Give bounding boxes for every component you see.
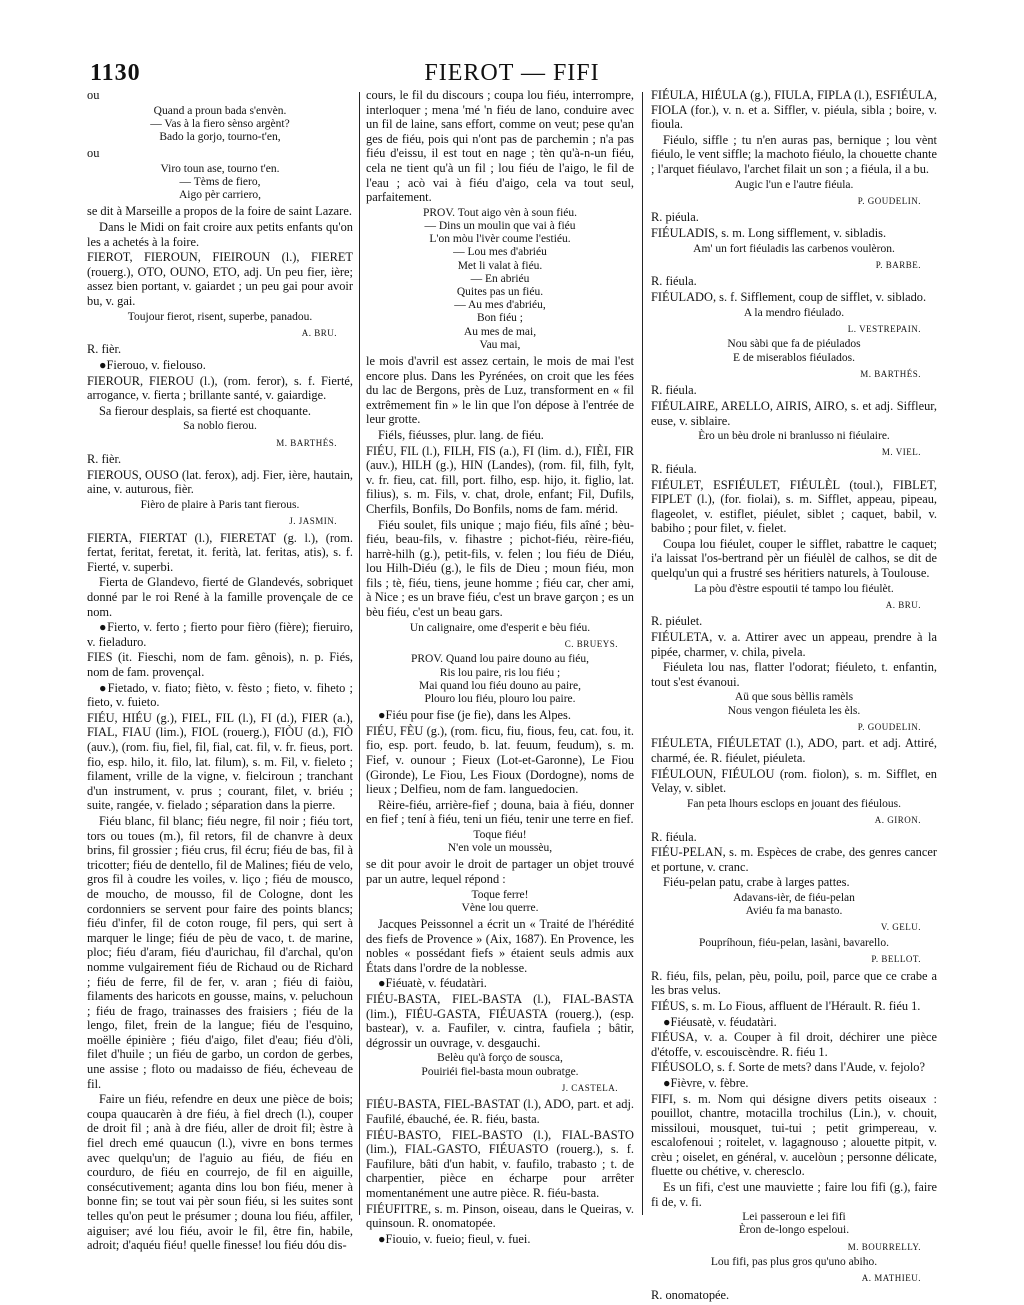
- verse-quotation: Fan peta lhours esclops en jouant des fiéulous.: [687, 797, 901, 810]
- page-title: FIEROT — FIFI: [424, 60, 600, 86]
- entry-paragraph: FIÉULAIRE, ARELLO, AIRIS, AIRO, s. et adj. Siffleur, euse, v. siblaire.: [651, 398, 937, 428]
- entry-paragraph: Rèire-fiéu, arrière-fief ; douna, baia à fiéu, donner en fief ; tení à fiéu, teni un fiéu, tenir une terre en fief.: [366, 797, 634, 827]
- entry-paragraph: FIEROUS, OUSO (lat. ferox), adj. Fier, ière, hautain, aine, v. auturous, fièr.: [87, 467, 353, 497]
- author-attribution: C. BRUEYS.: [564, 638, 618, 649]
- verse-quotation: Toujour fierot, risent, superbe, panadou.: [127, 310, 313, 323]
- entry-paragraph: Jacques Peissonnel a écrit un « Traité de l'hérédité des fiefs de Provence » (Aix, 1687). En Provence, les nobles « possédant fiefs » étaient seuls admis aux États dans l'ordre de la noblesse.: [366, 917, 634, 975]
- verse-quotation: Quand a proun bada s'envèn. — Vas à la fiero sènso argènt? Bado la gorjo, tourno-t'en,: [150, 104, 290, 143]
- entry-paragraph: FIÉULADIS, s. m. Long sifflement, v. sibladis.: [651, 225, 887, 240]
- entry-paragraph: FIÉU, FIL (l.), FILH, FIS (a.), FI (lim. d.), FIÈI, FIR (auv.), HILH (g.), HIN (Landes), (rom. fil, filh, fylt, v. fr. fieu, cat. fill, port. filho, esp. hijo, it. figlio, lat. filius), s. m. Fils, v. chat, drole, enfant; Fil, Dufils, Cherfils, Bonfils, Do Bonfils, noms de fam. mérid.: [366, 443, 634, 516]
- entry-paragraph: cours, le fil du discours ; coupa lou fiéu, interrompre, interloquer ; mena 'mé 'n fiéu de lano, conduire avec un fil de laine, sans effort, comme on veut; pese qu'an ges de fiéu, pois qui n'ont pas de parchemin ; n'a pas fiéu d'eissu, il est tout en nage ; tèn qu'à-n-un fiéu, cela ne tient qu'à un fil ; lou fiéu de l'aigo, le fil de l'eau ; acò vai à fiéu d'aigo, cela va tout seul, parfaitement.: [366, 88, 634, 205]
- entry-paragraph: se dit pour avoir le droit de partager un objet trouvé par un autre, lequel répond :: [366, 857, 634, 887]
- text-column-left: [87, 88, 353, 1253]
- text-column-right: [651, 88, 937, 1303]
- verse-quotation: PROV. Tout aigo vèn à soun fiéu. — Dins un moulin que vai à fiéu L'on mòu l'ivèr coume l'estiéu. — Lou mes d'abriéu Met li valat à fiéu. — En abriéu Quites pas un fiéu. — Au mes d'abriéu, Bon fiéu ; Au mes de mai, Vau mai,: [422, 206, 577, 351]
- verse-quotation: Toque fiéu! N'en vole un moussèu,: [447, 829, 553, 855]
- entry-paragraph: ●Fièvre, v. fèbre.: [663, 1075, 749, 1090]
- entry-paragraph: Es un fifi, c'est une mauviette ; faire lou fifi (g.), faire fi de, v. fi.: [651, 1180, 937, 1209]
- entry-paragraph: ●Fiéusatè, v. féudatàri.: [663, 1014, 777, 1029]
- author-attribution: M. BARTHÉS.: [860, 368, 921, 379]
- running-header: [0, 60, 1024, 90]
- entry-paragraph: Fiéls, fiéusses, plur. lang. de fiéu.: [378, 427, 544, 442]
- author-attribution: M. BARTHÉS.: [276, 437, 337, 448]
- verse-quotation: Èro un bèu drole ni branlusso ni fiéulaire.: [698, 430, 890, 443]
- entry-paragraph: Fiéu soulet, fils unique ; majo fiéu, fils aîné ; bèu-fiéu, beau-fils, v. fihastre ; pichot-fiéu, rèire-fiéu, harrè-hilh (g.), petit-fils, v. felen ; lou fiéu de Diéu, lou Hilh-Diéu (g.), le fils de Dieu ; moun fiéu, mon fils ; tè, fiéu, tiens, jeune homme ; fiéu car, cher ami, à Nice ; es un brave fiéu, c'est un brave garçon ; es un bèu fiéu, c'est un beau gars.: [366, 517, 634, 620]
- verse-quotation: Lei passeroun e lei fifi Èron de-longo espeloui.: [738, 1211, 850, 1237]
- verse-quotation: Adavans-ièr, de fiéu-pelan Aviéu fa ma banasto.: [733, 891, 855, 918]
- entry-paragraph: FIÉU-BASTA, FIEL-BASTA (l.), FIAL-BASTA (lim.), FIÉU-GASTA, FIÉUASTA (rouerg.), (esp. bastear), v. a. Faufiler, v. cintra, faufiela ; bâtir, dégrossir un ouvrage, v. desgauchi.: [366, 992, 634, 1050]
- verse-quotation: Belèu qu'à forço de sousca, Pouiriéi fiel-basta moun oubratge.: [421, 1052, 579, 1078]
- author-attribution: L. VESTREPAIN.: [847, 323, 921, 334]
- entry-paragraph: Sa fierour desplais, sa fierté est choquante.: [99, 403, 311, 418]
- entry-paragraph: ●Fierouo, v. fielouso.: [99, 357, 206, 372]
- verse-quotation: Sa noblo fierou.: [183, 420, 257, 433]
- entry-paragraph: FIEROT, FIEROUN, FIEIROUN (l.), FIERET (rouerg.), OTO, OUNO, ETO, adj. Un peu fier, ière; assez bien portant, v. gaiardet ; un peu gai pour avoir bu, v. gai.: [87, 250, 353, 308]
- verse-quotation: Am' un fort fiéuladis las carbenos voulèron.: [693, 242, 895, 255]
- entry-paragraph: ●Fiéu pour fise (je fie), dans les Alpes.: [378, 708, 571, 723]
- author-attribution: J. CASTELA.: [561, 1082, 618, 1093]
- entry-paragraph: FIÉULADO, s. f. Sifflement, coup de sifflet, v. siblado.: [651, 289, 927, 304]
- author-attribution: P. BELLOT.: [871, 954, 921, 965]
- entry-paragraph: ●Fierto, v. ferto ; fierto pour fièro (fière); fieruiro, v. fieladuro.: [87, 620, 353, 649]
- entry-paragraph: FIÉUS, s. m. Lo Fious, affluent de l'Hérault. R. fiéu 1.: [651, 998, 921, 1013]
- entry-paragraph: Fiéu-pelan patu, crabe à larges pattes.: [663, 875, 850, 890]
- author-attribution: M. VIEL.: [881, 447, 921, 458]
- entry-paragraph: FIÉUFITRE, s. m. Pinson, oiseau, dans le Queiras, v. quinsoun. R. onomatopée.: [366, 1201, 634, 1231]
- entry-paragraph: R. piéula.: [651, 210, 699, 225]
- entry-paragraph: R. fiéula.: [651, 461, 697, 476]
- entry-paragraph: FIÉULA, HIÉULA (g.), FIULA, FIPLA (l.), ESFIÉULA, FIOLA (for.), v. n. et a. Siffler, v. piéula, sibla ; boire, v. fioula.: [651, 88, 937, 132]
- column-divider: [359, 92, 360, 1215]
- entry-paragraph: FIÉU, FÈU (g.), (rom. ficu, fiu, fious, feu, cat. fou, it. fio, esp. port. feudo, b. lat. feuum, feudum), s. m. Fief, v. ounour ; Fieux (Lot-et-Garonne), Le Fiou (Gironde), Le Fiou, Les Fioux (Dordogne), noms de lieux ; Delfieu, nom de fam. languedocien.: [366, 723, 634, 797]
- author-attribution: A. BRU.: [885, 599, 921, 610]
- entry-paragraph: R. fiéula.: [651, 274, 697, 289]
- entry-paragraph: R. fièr.: [87, 342, 122, 357]
- verse-quotation: Fièro de plaire à Paris tant fierous.: [140, 498, 300, 511]
- column-divider: [642, 92, 643, 1215]
- entry-paragraph: FIFI, s. m. Nom qui désigne divers petits oiseaux : pouillot, chantre, motacilla trochilus (Lin.), v. chouit, missiloui, mousquet, tui-tui ; petit grimpereau, v. escalofenoui ; roitelet, v. lagagnouso ; alouette pitpit, v. crèu ; oiselet, en général, v. aucelòun ; personne délicate, fluette ou chétive, v. cheresclo.: [651, 1091, 937, 1179]
- entry-paragraph: FIÉUSA, v. a. Couper à fil droit, déchirer une pièce d'étoffe, v. escouiscèndre. R. fiéu 1.: [651, 1030, 937, 1059]
- verse-quotation: La pòu d'èstre espoutii té tampo lou fiéulèt.: [694, 582, 894, 595]
- page-number: 1130: [90, 60, 141, 86]
- entry-paragraph: Fierta de Glandevo, fierté de Glandevés, sobriquet donné par le roi René à la famille provençale de ce nom.: [87, 575, 353, 619]
- entry-paragraph: Coupa lou fiéulet, couper le sifflet, rabattre le caquet; i'a laissat l'os-bertrand pèr un fiéulèl de calhos, se dit de quelqu'un qui a frustré ses héritiers naturels, à Toulouse.: [651, 536, 937, 581]
- author-attribution: A. BRU.: [301, 327, 337, 338]
- entry-paragraph: FIES (it. Fieschi, nom de fam. gênois), n. p. Fiés, nom de fam. provençal.: [87, 650, 353, 680]
- entry-paragraph: ou: [87, 146, 100, 161]
- author-attribution: M. BOURRELLY.: [847, 1241, 921, 1252]
- entry-paragraph: FIERTA, FIERTAT (l.), FIERETAT (g. l.), (rom. fertat, feritat, feretat, it. ferità, lat. feritas, atis), s. f. Fierté, v. superbi.: [87, 530, 353, 574]
- entry-paragraph: ●Fiéuatè, v. féudatàri.: [378, 976, 487, 991]
- verse-quotation: Augic l'un e l'autre fiéula.: [734, 178, 854, 191]
- author-attribution: P. GOUDELIN.: [857, 195, 921, 206]
- entry-paragraph: FIÉU, HIÉU (g.), FIEL, FIL (l.), FI (d.), FIER (a.), FIAL, FIAU (lim.), FIOL (rouerg.), FIÒU (d.), FIÒ (auv.), (rom. fiu, fiel, fil, fial, cat. fil, v. fr. fieus, port. fio, esp. hilo, it. filo, lat. filum), s. m. Fil, v. fieleto ; filament, vrille de la vigne, v. fielciroun ; tranchant d'un instrument, v. prus ; courant, filet, v. briéu ; suite, rangée, v. fielado ; séparation dans la pierre.: [87, 710, 353, 813]
- entry-paragraph: Fiéulo, siffle ; tu n'en auras pas, bernique ; lou vènt fiéulo, le vent siffle; la machoto fiéulo, la chouette chante ; l'arquet fiéulavo, l'archet filait un son ; a fiéula, il a bu.: [651, 132, 937, 176]
- entry-paragraph: ●Fiouio, v. fueio; fieul, v. fuei.: [378, 1231, 531, 1246]
- verse-quotation: Aü que sous bèllis ramèls Nous vengon fiéuleta les èls.: [727, 691, 861, 717]
- entry-paragraph: ●Fietado, v. fiato; fièto, v. fèsto ; fieto, v. fiheto ; fieto, v. fuieto.: [87, 680, 353, 710]
- entry-paragraph: R. fiéula.: [651, 383, 697, 398]
- author-attribution: V. GELU.: [880, 922, 921, 933]
- verse-quotation: Un calignaire, ome d'esperit e bèu fiéu.: [409, 621, 591, 634]
- entry-paragraph: Fiéuleta lou nas, flatter l'odorat; fiéuleto, t. enfantin, tout s'est évanoui.: [651, 660, 937, 689]
- entry-paragraph: FIÉULETA, v. a. Attirer avec un appeau, prendre à la pipée, charmer, v. chila, pivela.: [651, 630, 937, 659]
- verse-quotation: Poupríhoun, fiéu-pelan, lasàni, bavarello.: [698, 936, 889, 949]
- entry-paragraph: FIÉULETA, FIÉULETAT (l.), ADO, part. et adj. Attiré, charmé, ée. R. fiéulet, piéuleta.: [651, 736, 937, 766]
- entry-paragraph: R. fiéula.: [651, 829, 697, 844]
- entry-paragraph: R. fièr.: [87, 452, 122, 467]
- verse-quotation: A la mendro fiéulado.: [743, 306, 845, 319]
- entry-paragraph: le mois d'avril est assez certain, le mois de mai l'est encore plus. Dans les Pyrénées, on croit que les fées du lac de Bergons, près de Luz, transforment en « fil extrêmement fin » le lin que l'on dépose à l'entrée de leur grotte.: [366, 353, 634, 427]
- author-attribution: J. JASMIN.: [289, 516, 337, 527]
- verse-quotation: PROV. Quand lou paire douno au fiéu, Ris lou paire, ris lou fiéu ; Mai quand lou fiéu douno au paire, Plouro lou fiéu, plouro lou paire.: [410, 653, 589, 706]
- entry-paragraph: FIÉUSOLO, s. f. Sorte de mets? dans l'Aude, v. fejolo?: [651, 1060, 925, 1075]
- entry-paragraph: Faire un fiéu, refendre en deux une pièce de bois; coupa quaucarèn à dre fiéu, à fiel drech (l.), couper de droit fil ; anà à dre fiéu, aller de droit fil; èstre à fiel drech emé quaucun (l.), vivre en bons termes avec quelqu'un; de l'aguio au fiéu, de fiéu en courduro, de fiéu en courrejo, de fil en aiguille, consécutivement; aganta dins lou bon fiéu, mener à bonne fin; se tout vai pèr soun fiéu, si les suites sont telles qu'on peut le présumer ; douna lou fiéu, affiler, aiguiser; avé lou fiéu, avoir le fil, être fin, habile, adroit; d'aquéu fiéu! quelle finesse! lou fiéu dóu dis-: [87, 1092, 353, 1253]
- author-attribution: A. GIRON.: [874, 815, 921, 825]
- entry-paragraph: R. piéulet.: [651, 614, 703, 629]
- entry-paragraph: Dans le Midi on fait croire aux petits enfants qu'on les a achetés à la foire.: [87, 220, 353, 249]
- author-attribution: P. BARBE.: [875, 259, 921, 270]
- verse-quotation: Viro toun ase, tourno t'en. — Tèms de fiero, Aigo pèr carriero,: [160, 162, 280, 202]
- author-attribution: A. MATHIEU.: [861, 1273, 921, 1284]
- verse-quotation: Toque ferre! Vène lou querre.: [461, 888, 539, 914]
- entry-paragraph: se dit à Marseille a propos de la foire de saint Lazare.: [87, 204, 352, 219]
- entry-paragraph: FIÉULOUN, FIÉULOU (rom. fiolon), s. m. Sifflet, en Velay, v. siblet.: [651, 766, 937, 796]
- entry-paragraph: R. fiéu, fils, pelan, pèu, poilu, poil, parce que ce crabe a les bras velus.: [651, 968, 937, 998]
- verse-quotation: Lou fifi, pas plus gros qu'uno abiho.: [710, 1256, 878, 1269]
- entry-paragraph: FIÉULET, ESFIÉULET, FIÉULÈL (toul.), FIBLET, FIPLET (l.), (for. fiolai), s. m. Sifflet, appeau, pipeau, flageolet, v. estiflet, piéulet, siblet ; caquet, babil, v. babiho ; pour filet, v. fielet.: [651, 477, 937, 536]
- entry-paragraph: FIÉU-PELAN, s. m. Espèces de crabe, des genres cancer et portune, v. cranc.: [651, 845, 937, 874]
- entry-paragraph: FIÉU-BASTO, FIEL-BASTO (l.), FIAL-BASTO (lim.), FIAL-GASTO, FIÉUASTO (rouerg.), s. f. Faufilure, bâti d'un habit, v. faufilo, trabasto ; t. de charpentier, pièce en écharpe pour arrêter momentanément une autre pièce. R. fiéu-basta.: [366, 1127, 634, 1200]
- entry-paragraph: R. onomatopée.: [651, 1288, 730, 1303]
- entry-paragraph: ou: [87, 88, 100, 102]
- text-column-middle: [366, 88, 634, 1246]
- verse-quotation: Nou sàbi que fa de piéulados E de miserablos fiéuIados.: [727, 338, 861, 364]
- author-attribution: P. GOUDELIN.: [857, 721, 921, 732]
- entry-paragraph: FIEROUR, FIEROU (l.), (rom. feror), s. f. Fierté, arrogance, v. fierta ; brillante santé, v. gaiardige.: [87, 373, 353, 403]
- entry-paragraph: FIÉU-BASTA, FIEL-BASTAT (l.), ADO, part. et adj. Faufilé, ébauché, ée. R. fiéu, basta.: [366, 1097, 634, 1126]
- entry-paragraph: Fiéu blanc, fil blanc; fiéu negre, fil noir ; fiéu tort, tors ou toues (m.), fil retors, fil de chanvre à deux brins, fil grossier ; fiéu crus, fil écru; fiéu de bas, fil à tricotter; fiéu de dentello, fil de Malines; fiéu de velo, gros fil à coudre les voiles, v. liço ; fiéu de mousco, de moucho, de mousso, fil de Cologne, dont les cordonniers se servent pour faire des points blancs; fiéu d'infer, fil de coton rouge, fil pers, qui sert à marquer le linge; fiéu de pèu de vaco, t. de marine, ploc; fiéu d'aram, fiéu d'aurichau, fil d'archal, qu'on nomme vulgairement fiéu de Richaud ou de Richard ; fiéu de ferre, fil de fer, v. aran ; fiéu di faiòu, filaments des haricots en gousse, mains, v. peluchoun ; fiéu de frago, trainasses des fraisiers ; fiéu de la lengo, filet, frein de la langue; fiéu de l'esquino, moëlle épinière ; fiéu d'aigo, filet d'eau; fiéu d'òli, filet d'huile ; un fiéu de garbo, un cordon de gerbes, une assise ; floto ou madaisso de fiéu, écheveau de fil.: [87, 813, 353, 1091]
